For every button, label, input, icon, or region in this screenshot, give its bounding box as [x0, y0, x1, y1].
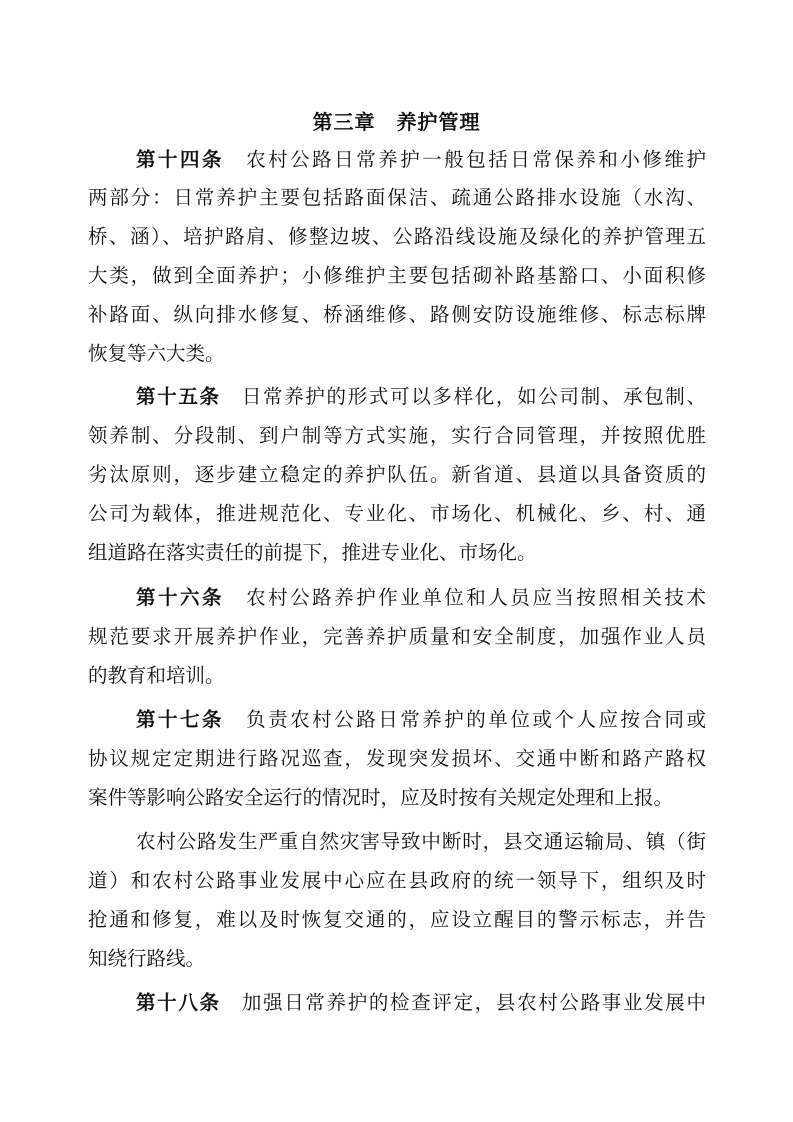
article-15-line-2: 领养制、分段制、到户制等方式实施，实行合同管理，并按照优胜 [88, 424, 706, 447]
article-15-text: 日常养护的形式可以多样化，如公司制、承包制、 [241, 385, 706, 408]
article-17-text: 负责农村公路日常养护的单位或个人应按合同或 [246, 708, 706, 731]
article-16-text: 农村公路养护作业单位和人员应当按照相关技术 [246, 586, 706, 609]
article-16-line-3: 的教育和培训。 [88, 664, 225, 687]
article-17-line-3: 案件等影响公路安全运行的情况时，应及时按有关规定处理和上报。 [88, 786, 674, 809]
paragraph-disaster-line-4: 知绕行路线。 [88, 947, 206, 970]
article-14-line-1 [136, 142, 706, 178]
article-18-text: 加强日常养护的检查评定，县农村公路事业发展中 [241, 991, 706, 1014]
article-14-number: 第十四条 [136, 148, 225, 171]
article-14-line-4: 大类，做到全面养护；小修维护主要包括砌补路基豁口、小面积修 [88, 264, 706, 287]
chapter-title: 第三章 养护管理 [312, 110, 481, 134]
article-18-number: 第十八条 [136, 991, 221, 1014]
article-14-line-3: 桥、涵）、培护路肩、修整边坡、公路沿线设施及绿化的养护管理五 [88, 225, 706, 248]
article-15-line-4: 公司为载体，推进规范化、专业化、市场化、机械化、乡、村、通 [88, 502, 706, 525]
article-17-line-1 [136, 702, 706, 738]
article-15-line-1 [136, 379, 706, 415]
paragraph-disaster-line-2: 道）和农村公路事业发展中心应在县政府的统一领导下，组织及时 [88, 869, 706, 892]
article-18-line-1 [136, 985, 706, 1021]
paragraph-disaster-line-1: 农村公路发生严重自然灾害导致中断时，县交通运输局、镇（街 [136, 830, 706, 853]
article-16-line-2: 规范要求开展养护作业，完善养护质量和安全制度，加强作业人员 [88, 625, 706, 648]
article-15-line-5: 组道路在落实责任的前提下，推进专业化、市场化。 [88, 541, 537, 564]
article-15-line-3: 劣汰原则，逐步建立稳定的养护队伍。新省道、县道以具备资质的 [88, 463, 706, 486]
article-14-line-5: 补路面、纵向排水修复、桥涵维修、路侧安防设施维修、标志标牌 [88, 303, 706, 326]
article-16-line-1 [136, 580, 706, 616]
article-14-line-2: 两部分：日常养护主要包括路面保洁、疏通公路排水设施（水沟、 [88, 186, 706, 209]
article-16-number: 第十六条 [136, 586, 225, 609]
article-17-line-2: 协议规定定期进行路况巡查，发现突发损坏、交通中断和路产路权 [88, 747, 706, 770]
article-15-number: 第十五条 [136, 385, 221, 408]
paragraph-disaster-line-3: 抢通和修复，难以及时恢复交通的，应设立醒目的警示标志，并告 [88, 908, 706, 931]
article-14-text: 农村公路日常养护一般包括日常保养和小修维护 [246, 148, 706, 171]
article-14-line-6: 恢复等六大类。 [88, 342, 225, 365]
article-17-number: 第十七条 [136, 708, 225, 731]
